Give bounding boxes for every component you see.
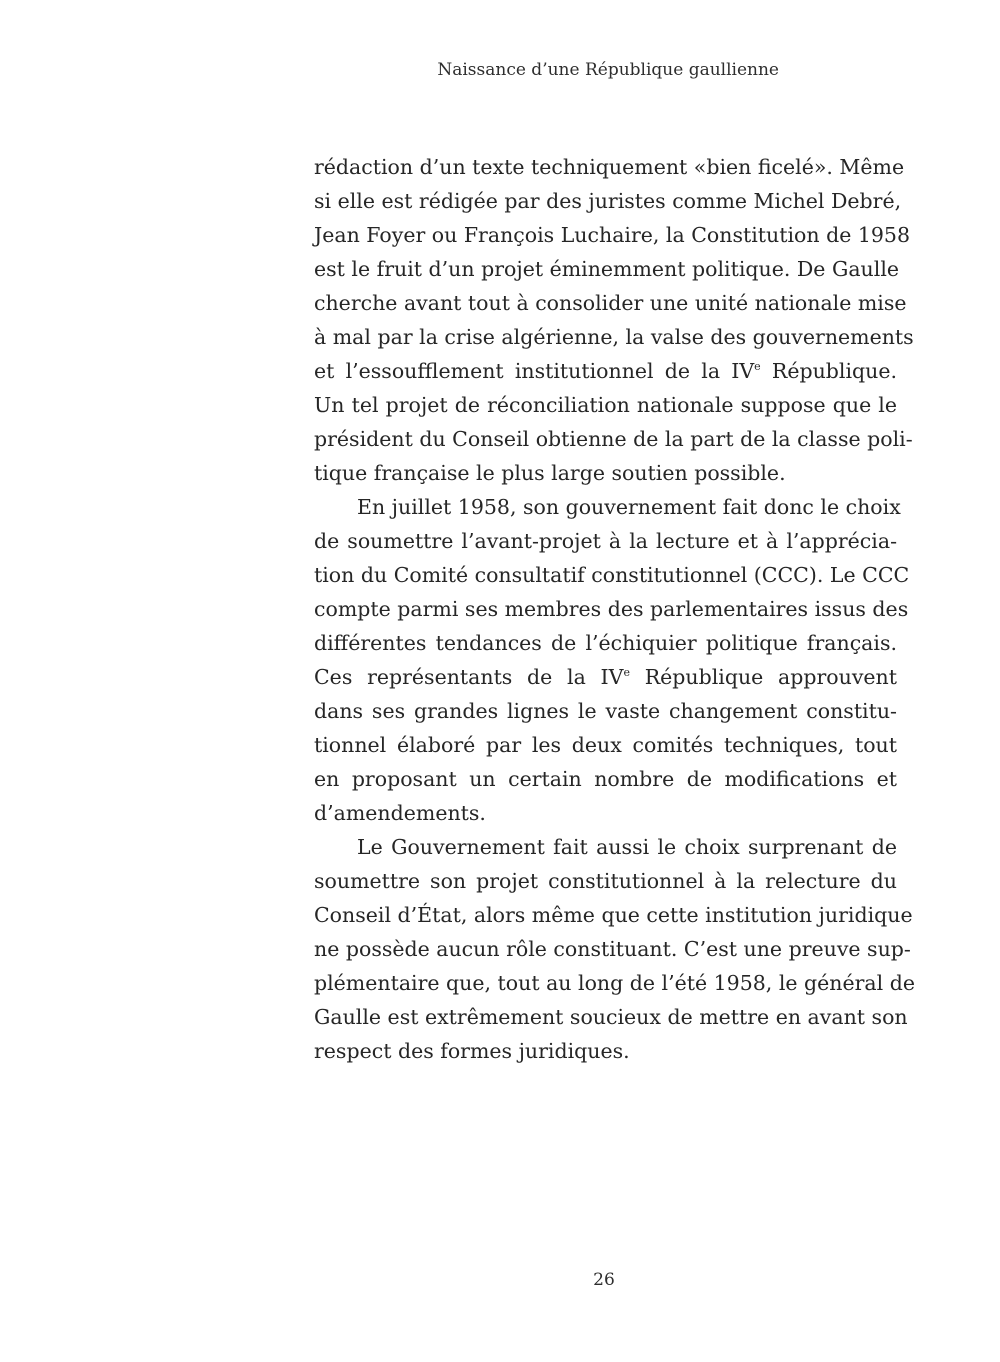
text-line: en proposant un certain nombre de modifications et	[314, 767, 897, 791]
text-line: Jean Foyer ou François Luchaire, la Constitution de 1958	[314, 223, 911, 247]
text-run: Ces représentants de la IV	[314, 665, 624, 689]
text-line: Le Gouvernement fait aussi le choix surprenant de	[357, 835, 897, 859]
paragraph-2	[314, 490, 910, 830]
text-line: est le fruit d’un projet éminemment politique. De Gaulle	[314, 257, 900, 281]
text-line: plémentaire que, tout au long de l’été 1958, le général de	[314, 971, 915, 995]
paragraph-1	[314, 150, 914, 490]
text-line: président du Conseil obtienne de la part de la classe poli-	[314, 427, 913, 451]
body-text	[314, 150, 915, 1068]
text-line: d’amendements.	[314, 801, 486, 825]
paragraph-3	[314, 830, 915, 1068]
text-line: ne possède aucun rôle constituant. C’est une preuve sup-	[314, 937, 911, 961]
text-line: différentes tendances de l’échiquier politique français.	[314, 631, 897, 655]
text-line: Conseil d’État, alors même que cette institution juridique	[314, 903, 913, 927]
text-line: cherche avant tout à consolider une unité nationale mise	[314, 291, 907, 315]
text-line: En juillet 1958, son gouvernement fait donc le choix	[357, 495, 901, 519]
text-line: à mal par la crise algérienne, la valse des gouvernements	[314, 325, 914, 349]
text-line: compte parmi ses membres des parlementaires issus des	[314, 597, 909, 621]
text-run: et l’essoufflement institutionnel de la IV	[314, 359, 755, 383]
text-line: Un tel projet de réconciliation nationale suppose que le	[314, 393, 897, 417]
text-line: tionnel élaboré par les deux comités techniques, tout	[314, 733, 897, 757]
text-line	[314, 354, 897, 388]
text-line: tion du Comité consultatif constitutionnel (CCC). Le CCC	[314, 563, 910, 587]
text-run: République.	[760, 359, 898, 383]
text-run: République approuvent	[629, 665, 897, 689]
text-line: respect des formes juridiques.	[314, 1039, 630, 1063]
superscript: e	[623, 666, 630, 679]
text-line: de soumettre l’avant-projet à la lecture et à l’apprécia-	[314, 529, 897, 553]
text-line: rédaction d’un texte techniquement «bien ficelé». Même	[314, 155, 905, 179]
page-number: 26	[593, 1270, 615, 1290]
text-line: dans ses grandes lignes le vaste changement constitu-	[314, 699, 897, 723]
text-line: soumettre son projet constitutionnel à la relecture du	[314, 869, 897, 893]
text-line: Gaulle est extrêmement soucieux de mettre en avant son	[314, 1005, 908, 1029]
text-line	[314, 660, 897, 694]
superscript: e	[754, 360, 761, 373]
text-line: si elle est rédigée par des juristes comme Michel Debré,	[314, 189, 902, 213]
text-line: tique française le plus large soutien possible.	[314, 461, 786, 485]
running-head: Naissance d’une République gaullienne	[437, 60, 779, 80]
